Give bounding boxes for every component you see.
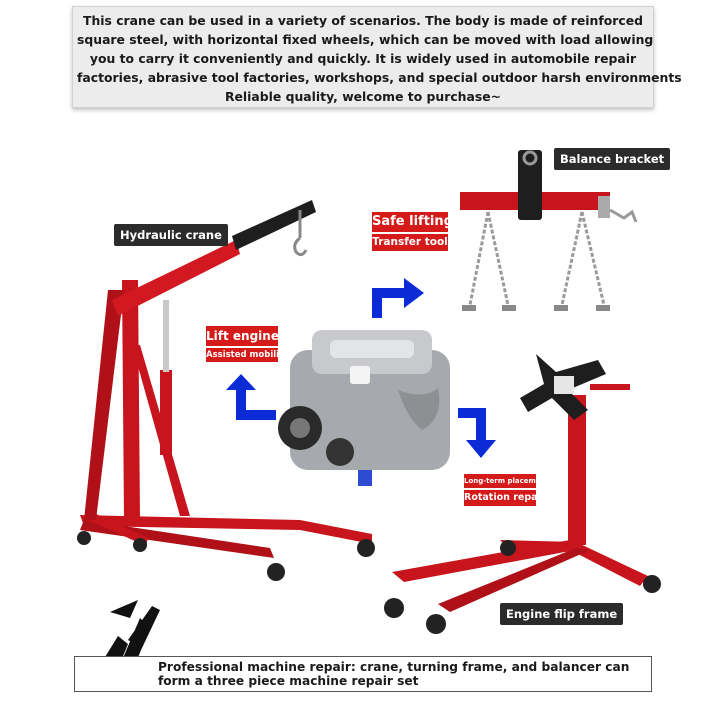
engine-flip-frame-label: Engine flip frame	[500, 603, 623, 625]
engine-icon	[278, 330, 450, 486]
description-line: Reliable quality, welcome to purchase~	[224, 89, 502, 104]
long-term-subtitle: Rotation repair	[464, 488, 536, 506]
lift-engine-title: Lift engine	[206, 329, 279, 343]
description-line: you to carry it conveniently and quickly. It is widely used in automobile repair	[89, 51, 637, 66]
description-line: factories, abrasive tool factories, workshops, and special outdoor harsh environments	[77, 70, 682, 85]
long-term-callout	[464, 474, 549, 506]
footer-text: Professional machine repair: crane, turning frame, and balancer can form a three piece machine repair set	[158, 660, 630, 688]
long-term-title: Long-term placement	[464, 477, 549, 485]
hydraulic-crane-label: Hydraulic crane	[114, 224, 228, 246]
balancer-icon	[460, 150, 636, 311]
lift-engine-callout	[206, 326, 289, 362]
safe-lifting-title: Safe lifting	[372, 214, 453, 229]
description-line: This crane can be used in a variety of scenarios. The body is made of reinforced	[83, 13, 643, 28]
description-line: square steel, with horizontal fixed wheels, which can be moved with load allowing	[77, 32, 654, 47]
safe-lifting-callout	[372, 212, 453, 251]
balance-bracket-label: Balance bracket	[554, 148, 670, 170]
lift-engine-subtitle: Assisted mobility	[206, 346, 278, 362]
safe-lifting-subtitle: Transfer tool	[372, 232, 448, 251]
